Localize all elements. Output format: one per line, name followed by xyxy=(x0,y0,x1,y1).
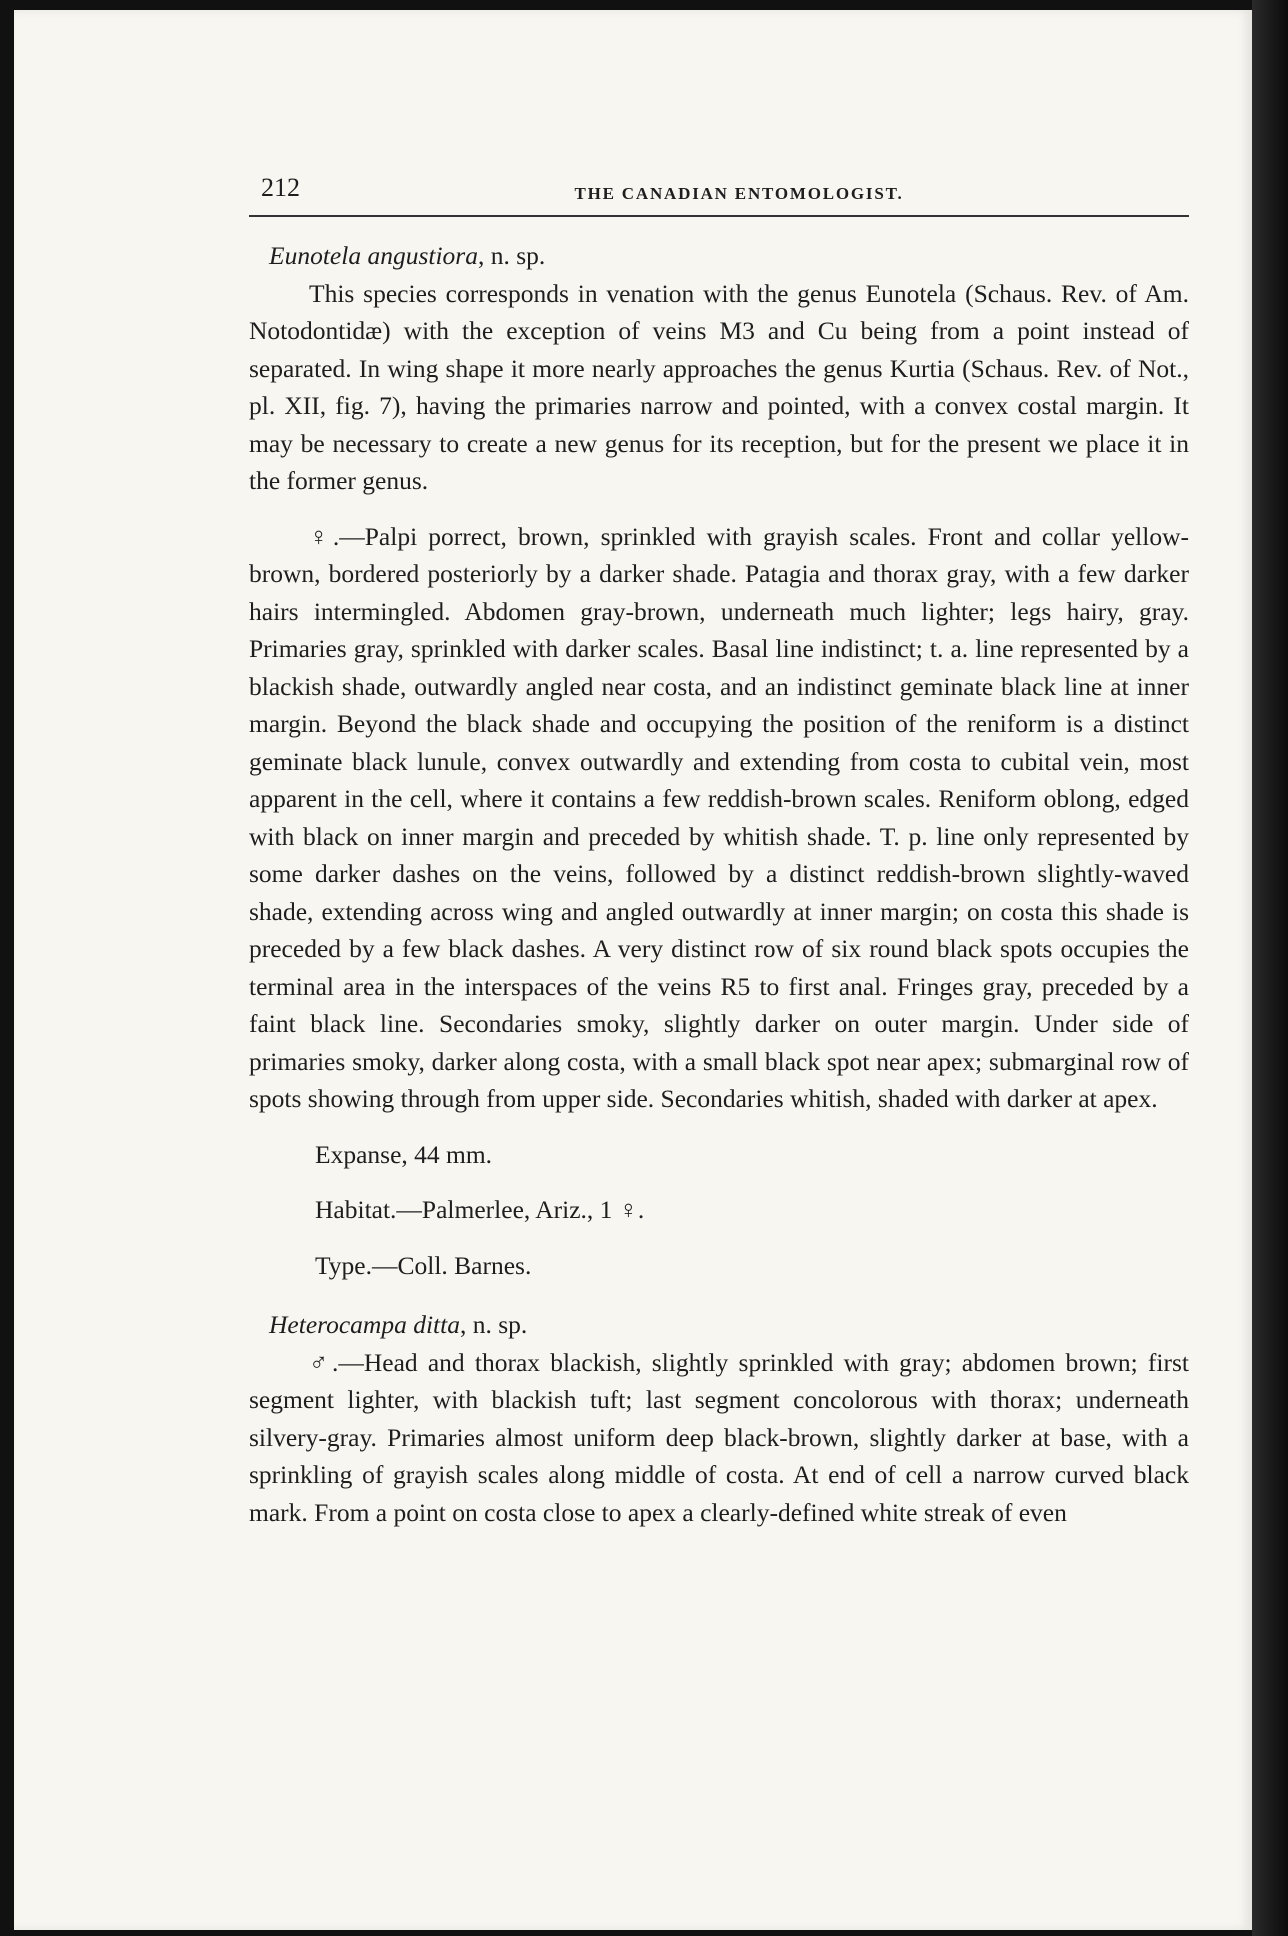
species-suffix: , n. sp. xyxy=(459,1310,528,1339)
habitat-line: Habitat.—Palmerlee, Ariz., 1 ♀. xyxy=(315,1195,645,1224)
paragraph: This species corresponds in venation with the genus Eunotela (Schaus. Rev. of Am. Notodontidæ) with the exception of veins M3 and Cu being from a point instead of separated. In wing shape it more nearly approaches the genus Kurtia (Schaus. Rev. of Not., pl. XII, fig. 7), having the primaries narrow and pointed, with a convex costal margin. It may be necessary to create a new genus for its reception, but for the present we place it in the former genus. xyxy=(249,278,1189,495)
book-page xyxy=(14,10,1252,1930)
species-name: Heterocampa ditta xyxy=(269,1310,460,1339)
species-suffix: , n. sp. xyxy=(477,241,546,270)
species-title-eunotela xyxy=(269,237,1189,275)
paragraph: ♂.—Head and thorax blackish, slightly sprinkled with gray; abdomen brown; first segment lighter, with blackish tuft; last segment concolorous with thorax; underneath silvery-gray. Primaries almost uniform deep black-brown, slightly darker at base, with a sprinkling of grayish scales along middle of costa. At end of cell a narrow curved black mark. From a point on costa close to apex a clearly-defined white streak of even xyxy=(249,1347,1189,1527)
species-name: Eunotela angustiora xyxy=(269,241,478,270)
type-line: Type.—Coll. Barnes. xyxy=(315,1250,532,1280)
running-head: THE CANADIAN ENTOMOLOGIST. xyxy=(574,184,904,203)
expanse-line: Expanse, 44 mm. xyxy=(315,1139,493,1169)
page-number: 212 xyxy=(261,173,300,202)
page-header xyxy=(249,165,1189,217)
page-content xyxy=(249,165,1189,1531)
paragraph: ♀.—Palpi porrect, brown, sprinkled with grayish scales. Front and collar yellow-brown, bordered posteriorly by a darker shade. Patagia and thorax gray, with a few darker hairs intermingled. Abdomen gray-brown, underneath much lighter; legs hairy, gray. Primaries gray, sprinkled with darker scales. Basal line indistinct; t. a. line represented by a blackish shade, outwardly angled near costa, and an indistinct geminate black line at inner margin. Beyond the black shade and occupying the position of the reniform is a distinct geminate black lunule, convex outwardly and extending from costa to cubital vein, most apparent in the cell, where it contains a few reddish-brown scales. Reniform oblong, edged with black on inner margin and preceded by whitish shade. T. p. line only represented by some darker dashes on the veins, followed by a distinct reddish-brown slightly-waved shade, extending across wing and angled outwardly at inner margin; on costa this shade is preceded by a few black dashes. A very distinct row of six round black spots occupies the terminal area in the interspaces of the veins R5 to first anal. Fringes gray, preceded by a faint black line. Secondaries smoky, slightly darker on outer margin. Under side of primaries smoky, darker along costa, with a small black spot near apex; submarginal row of spots showing through from upper side. Secondaries whitish, shaded with darker at apex. xyxy=(249,521,1189,1113)
page-edge xyxy=(1252,0,1288,1936)
species-title-heterocampa xyxy=(269,1306,1189,1344)
